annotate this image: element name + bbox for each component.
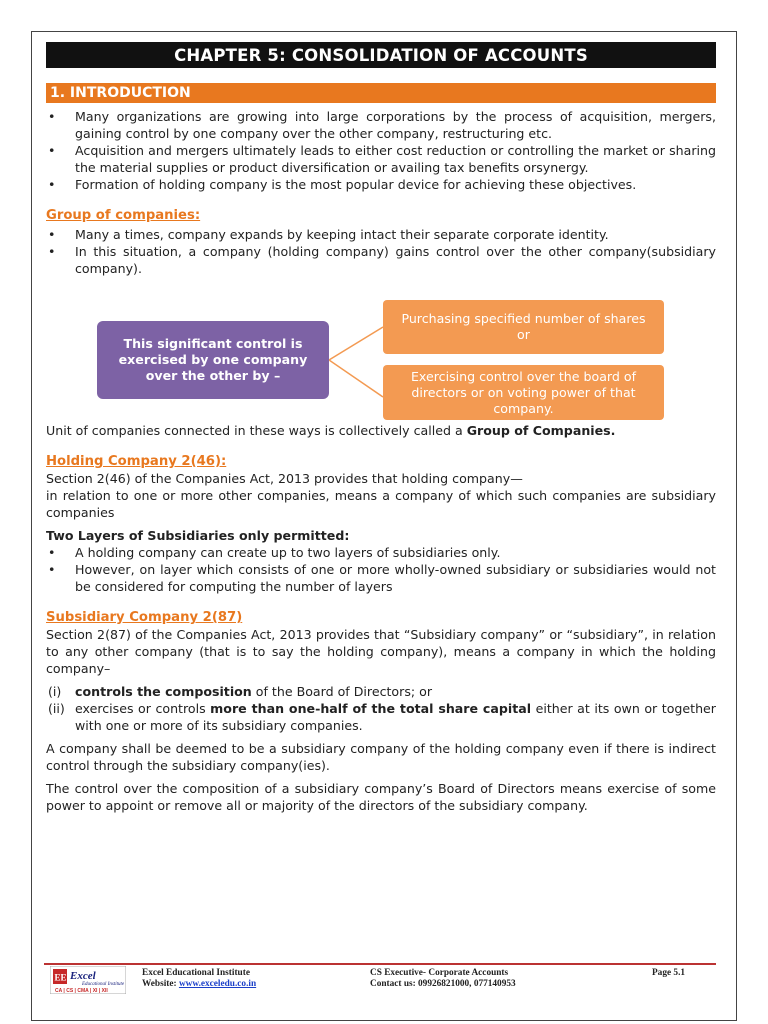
group-definition-term: Group of Companies. (466, 423, 616, 438)
diagram-center-text: This significant control is exercised by one company over the other by – (118, 336, 308, 383)
section-title: 1. INTRODUCTION (46, 83, 716, 103)
holding-heading: Holding Company 2(46): (46, 454, 227, 469)
subsidiary-conditions (46, 683, 716, 734)
svg-text:Excel: Excel (70, 970, 96, 982)
group-definition (46, 422, 716, 439)
diagram-option-text: Exercising control over the board of directors or on voting power of that company. (410, 368, 637, 416)
condition-item (46, 700, 716, 734)
institute-name: Excel Educational Institute (142, 968, 250, 978)
group-heading: Group of companies: (46, 208, 201, 223)
svg-text:CA | CS | CMA | XI | XII: CA | CS | CMA | XI | XII (55, 988, 108, 994)
condition-number: (i) (48, 684, 62, 699)
control-paragraph: The control over the composition of a subsidiary company’s Board of Directors means exercise of some power to appoint or remove all or majority of the directors of the subsidiary company. (46, 781, 716, 813)
course-name: CS Executive- Corporate Accounts (370, 968, 509, 978)
contact-line: Contact us: 09926821000, 077140953 (370, 979, 516, 989)
diagram-option-box (383, 300, 664, 354)
website-line (142, 979, 256, 990)
subsidiary-heading: Subsidiary Company 2(87) (46, 610, 243, 625)
list-item: • However, on layer which consists of one or more wholly-owned subsidiary or subsidiaries would not be considered for computing the number of layers (46, 561, 716, 595)
diagram-center-box (97, 321, 329, 399)
condition-text: of the Board of Directors; or (251, 684, 433, 699)
layers-heading: Two Layers of Subsidiaries only permitted: (46, 528, 350, 543)
footer-institute (142, 968, 256, 990)
group-definition-text: Unit of companies connected in these ways is collectively called a (46, 423, 467, 438)
website-label: Website: (142, 979, 179, 989)
website-link[interactable]: www.exceledu.co.in (178, 979, 257, 989)
page-content (46, 42, 716, 814)
diagram-option-text: Purchasing specified number of shares or (401, 311, 646, 342)
page-number: Page 5.1 (652, 968, 686, 978)
institute-logo (50, 966, 126, 994)
condition-bold: controls the composition (75, 684, 252, 699)
list-item: • Acquisition and mergers ultimately leads to either cost reduction or controlling the market or sharing the material supplies or product diversification or availing tax benefits orsynergy. (46, 142, 716, 176)
chapter-title: CHAPTER 5: CONSOLIDATION OF ACCOUNTS (46, 42, 716, 68)
condition-pre: exercises or controls (75, 701, 211, 716)
page-footer (46, 966, 716, 994)
layers-list (46, 544, 716, 595)
holding-line2: in relation to one or more other companies, means a company of which such companies are subsidiary companies (46, 488, 716, 520)
list-item: • Formation of holding company is the most popular device for achieving these objectives. (46, 176, 716, 193)
condition-number: (ii) (48, 701, 65, 716)
diagram-connector (329, 323, 385, 413)
list-item: • In this situation, a company (holding company) gains control over the other company(subsidiary company). (46, 243, 716, 277)
list-item: • Many organizations are growing into large corporations by the process of acquisition, mergers, gaining control by one company over the other company, restructuring etc. (46, 108, 716, 142)
control-diagram (46, 277, 716, 417)
deemed-paragraph: A company shall be deemed to be a subsidiary company of the holding company even if there is indirect control through the subsidiary company(ies). (46, 741, 716, 773)
condition-item (46, 683, 716, 700)
holding-line1: Section 2(46) of the Companies Act, 2013 provides that holding company— (46, 471, 523, 486)
svg-text:Educational Institute: Educational Institute (82, 982, 125, 987)
list-item: • Many a times, company expands by keeping intact their separate corporate identity. (46, 226, 716, 243)
subsidiary-paragraph: Section 2(87) of the Companies Act, 2013 provides that “Subsidiary company” or “subsidiary”, in relation to any other company (that is to say the holding company), means a company in which the holding company– (46, 627, 716, 676)
intro-list (46, 108, 716, 193)
footer-course (370, 968, 516, 990)
footer-divider (44, 963, 716, 965)
condition-bold: more than one-half of the total share capital (210, 701, 532, 716)
condition-text: either at its own or together with one or more of its subsidiary companies. (75, 701, 716, 733)
diagram-option-box (383, 365, 664, 420)
logo-mark (50, 966, 126, 994)
list-item: • A holding company can create up to two layers of subsidiaries only. (46, 544, 716, 561)
svg-text:EE: EE (54, 972, 67, 983)
group-list (46, 226, 716, 277)
